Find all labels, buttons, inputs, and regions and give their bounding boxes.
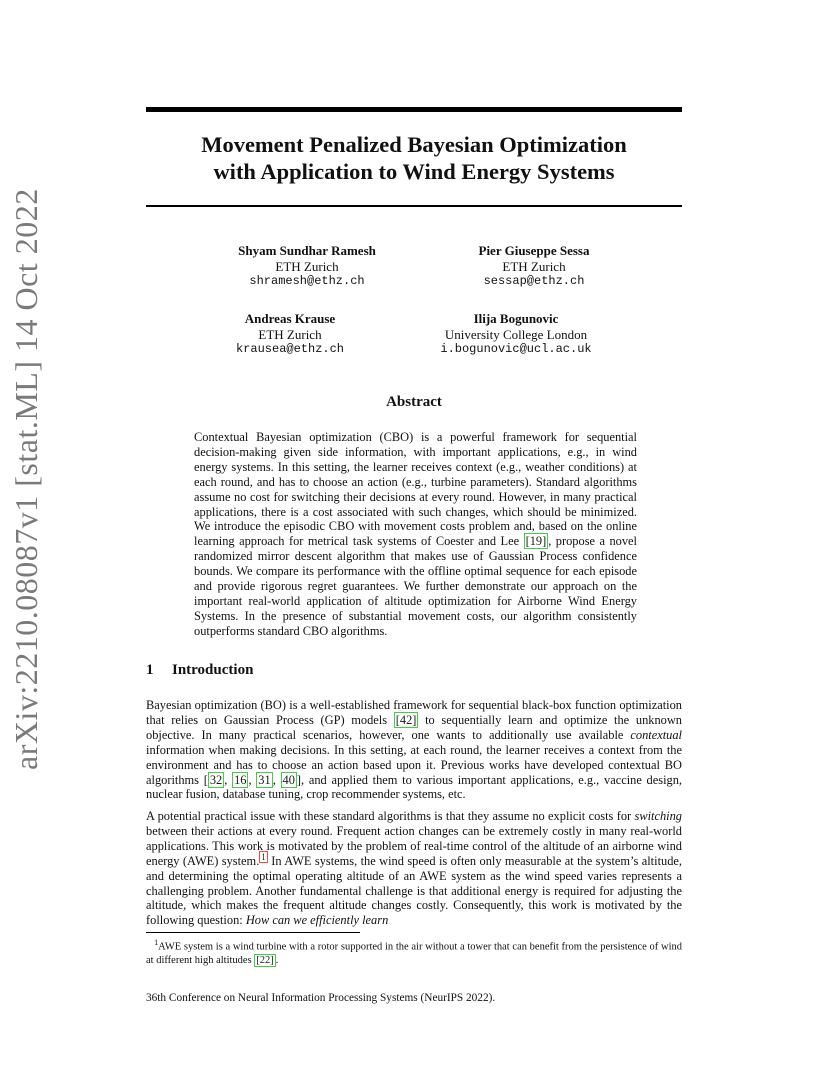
citation-link[interactable]: 40 [282, 772, 295, 787]
paragraph-text: In AWE systems, the wind speed is often only measurable at the system’s altitude, and determining the optimal operating altitude of an AWE system as the wind speed varies represents a challenging problem. Another fundamental challenge is that additional energy is required for adjusting the altitude, which makes the frequent altitude changes costly. Consequently, this work is motivated by the following question: [146, 853, 682, 928]
section-number: 1 [146, 662, 154, 678]
paragraph-text: A potential practical issue with these standard algorithms is that they assume no explicit costs for [146, 809, 635, 823]
footnote-number: 1 [154, 938, 159, 947]
citation-separator: , [272, 772, 281, 787]
footnote-marker-link[interactable]: 1 [261, 851, 266, 862]
author-email[interactable]: krausea@ethz.ch [235, 342, 345, 356]
abstract-text-part: , propose a novel randomized mirror descent algorithm that makes use of Gaussian Process confidence bounds. We compare its performance with the offline optimal sequence for each episode and provide rigorous regret guarantees. We further demonstrate our approach on the important real-world application of altitude optimization for Airborne Wind Energy Systems. In the presence of substantial movement costs, our algorithm consistently outperforms standard CBO algorithms. [194, 534, 637, 638]
emphasized-text: contextual [630, 727, 682, 742]
author-block [414, 243, 654, 290]
author-email[interactable]: sessap@ethz.ch [483, 274, 585, 288]
citation-link[interactable]: 32 [209, 772, 223, 787]
title-top-rule [146, 107, 682, 112]
abstract-heading: Abstract [386, 394, 442, 410]
citation-link[interactable]: [22] [256, 954, 274, 966]
conference-notice: 36th Conference on Neural Information Processing Systems (NeurIPS 2022). [146, 992, 496, 1004]
author-name: Andreas Krause [244, 311, 336, 326]
abstract-text-part: Contextual Bayesian optimization (CBO) is a powerful framework for sequential decision-making given side information, with important applications, e.g., in wind energy systems. In this setting, the learner receives context (e.g., weather conditions) at each round, and has to choose an action (e.g., turbine parameters). Standard algorithms assume no cost for switching their decisions at every round. However, in many practical applications, there is a cost associated with such changes, which should be minimized. We introduce the episodic CBO with movement costs problem and, based on the online learning approach for metrical task systems of Coester and Lee [194, 430, 637, 549]
title-bottom-rule [146, 205, 682, 207]
author-block [187, 243, 427, 290]
intro-paragraph-1 [146, 698, 682, 802]
author-affiliation: ETH Zurich [502, 258, 566, 274]
citation-link[interactable]: [42] [395, 712, 417, 727]
paragraph-text: information when making decisions. In this setting, at each round, the learner receives a context from the environment and has to choose an action based upon it. Previous works have developed contextual BO algorithms [ [146, 742, 682, 787]
section-heading-introduction [146, 662, 253, 679]
paragraph-text: Bayesian optimization (BO) is a well-established framework for sequential black-box function optimization that relies on Gaussian Process (GP) models [146, 698, 682, 727]
footnote [146, 936, 682, 967]
paragraph-text: ], and applied them to various important applications, e.g., vaccine design, nuclear fusion, database tuning, crop recommender systems, etc. [146, 772, 682, 802]
emphasized-text: How can we efficiently learn [245, 913, 389, 928]
author-email[interactable]: shramesh@ethz.ch [249, 274, 365, 288]
author-affiliation: University College London [444, 326, 588, 342]
author-block [170, 311, 410, 358]
citation-separator: , [248, 772, 257, 787]
arxiv-identifier: arXiv:2210.08087v1 [stat.ML] 14 Oct 2022 [8, 188, 44, 770]
title-line-2: with Application to Wind Energy Systems [213, 158, 615, 184]
footnote-text: . [275, 954, 279, 966]
citation-link[interactable]: 31 [258, 772, 271, 787]
author-name: Ilija Bogunovic [473, 311, 559, 326]
abstract-text [194, 430, 637, 639]
author-affiliation: ETH Zurich [275, 258, 339, 274]
author-name: Shyam Sundhar Ramesh [238, 243, 376, 258]
footnote-text: AWE system is a wind turbine with a rotor supported in the air without a tower that can benefit from the persistence of wind at different high altitudes [146, 941, 682, 966]
citation-link[interactable]: [19] [525, 534, 547, 549]
citation-separator: , [224, 772, 233, 787]
citation-link[interactable]: 16 [234, 772, 247, 787]
author-name: Pier Giuseppe Sessa [478, 243, 590, 258]
author-email[interactable]: i.bogunovic@ucl.ac.uk [440, 342, 592, 356]
paper-title [146, 132, 682, 185]
paragraph-text: between their actions at every round. Frequent action changes can be extremely costly in many real-world applications. This work is motivated by the problem of real-time control of the altitude of an airborne wind energy (AWE) system. [146, 823, 682, 868]
intro-paragraph-2 [146, 809, 682, 928]
title-line-1: Movement Penalized Bayesian Optimization [201, 132, 627, 157]
paragraph-text: to sequentially learn and optimize the unknown objective. In many practical scenarios, however, one wants to additionally use available [146, 712, 682, 742]
emphasized-text: switching [634, 809, 682, 823]
section-title: Introduction [172, 662, 254, 678]
footnote-rule [146, 932, 360, 933]
author-affiliation: ETH Zurich [258, 326, 322, 342]
author-block [396, 311, 636, 358]
